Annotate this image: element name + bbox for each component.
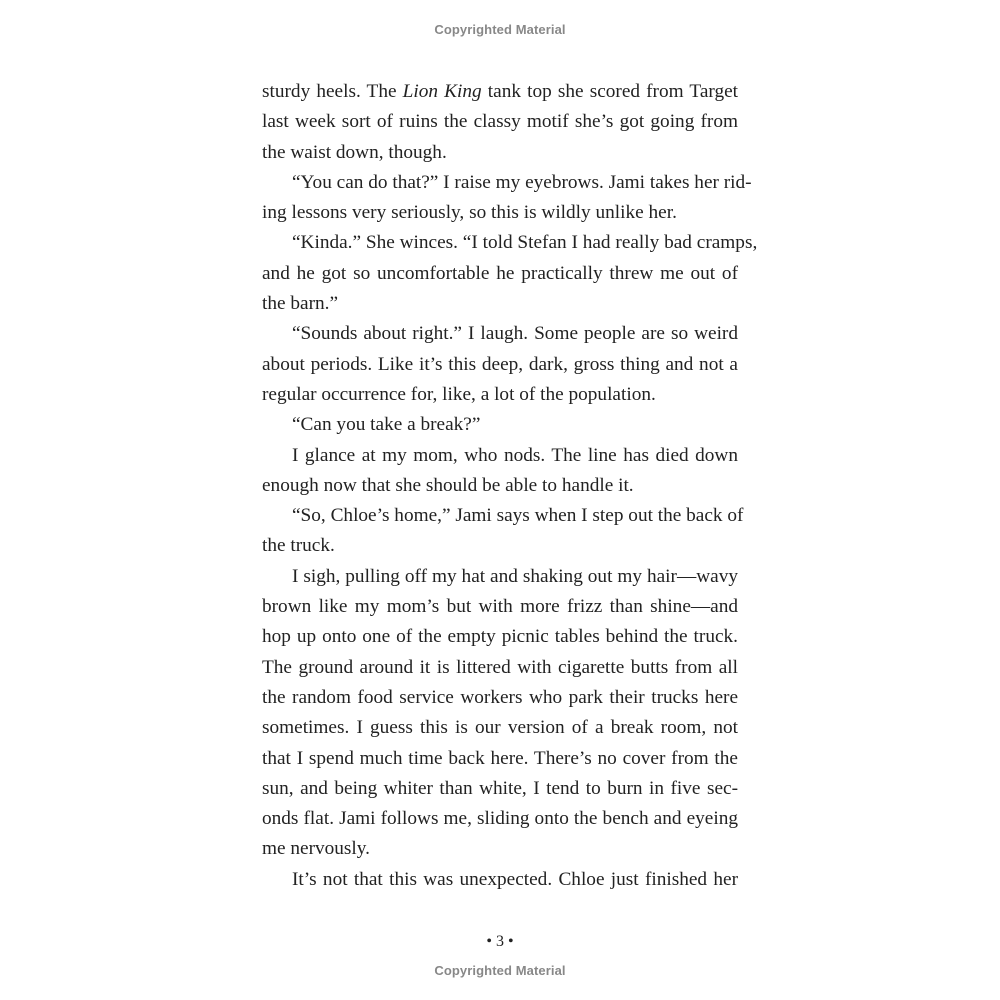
copyright-footer: Copyrighted Material [434, 963, 566, 978]
copyright-header: Copyrighted Material [434, 22, 566, 37]
text-line-17: I sigh, pulling off my hat and shaking out my hair—wavy [292, 565, 738, 587]
text-line-21: the random food service workers who park their trucks here [262, 686, 738, 708]
text-line-20: The ground around it is littered with cigarette butts from all [262, 656, 738, 678]
text-line-27: It’s not that this was unexpected. Chloe just finished her [292, 868, 738, 890]
text-line-13: I glance at my mom, who nods. The line has died down [292, 444, 738, 466]
text-line-18: brown like my mom’s but with more frizz than shine—and [262, 596, 738, 618]
text-line-9: “Sounds about right.” I laugh. Some people are so weird [292, 323, 738, 345]
text-line-23: that I spend much time back here. There’s no cover from the [262, 747, 738, 769]
text-line-6: “Kinda.” She winces. “I told Stefan I had really bad cramps, [292, 232, 758, 254]
text-line-12: “Can you take a break?” [292, 414, 481, 436]
book-title-italic: Lion King [402, 81, 482, 102]
text-line-19: hop up onto one of the empty picnic tables behind the truck. [262, 626, 738, 648]
text-line-7: and he got so uncomfortable he practically threw me out of [262, 262, 738, 284]
text-line-3: the waist down, though. [262, 141, 447, 163]
text-line-4: “You can do that?” I raise my eyebrows. Jami takes her rid- [292, 171, 752, 193]
text-line-10: about periods. Like it’s this deep, dark, gross thing and not a [262, 353, 738, 375]
text-line-1: sturdy heels. The Lion King tank top she scored from Target [262, 81, 739, 102]
text-line-22: sometimes. I guess this is our version of a break room, not [262, 717, 738, 739]
page-body-text [262, 77, 758, 895]
text-line-14: enough now that she should be able to handle it. [262, 474, 634, 496]
text-line-16: the truck. [262, 535, 335, 557]
text-line-11: regular occurrence for, like, a lot of the population. [262, 383, 656, 405]
text-line-24: sun, and being whiter than white, I tend to burn in five sec- [262, 777, 738, 799]
page-number: • 3 • [486, 933, 514, 950]
text-line-2: last week sort of ruins the classy motif she’s got going from [262, 111, 738, 133]
text-line-25: onds flat. Jami follows me, sliding onto the bench and eyeing [262, 808, 738, 830]
text-line-5: ing lessons very seriously, so this is wildly unlike her. [262, 202, 677, 224]
text-line-8: the barn.” [262, 293, 339, 315]
text-line-15: “So, Chloe’s home,” Jami says when I step out the back of [292, 505, 744, 527]
text-line-26: me nervously. [262, 838, 370, 860]
